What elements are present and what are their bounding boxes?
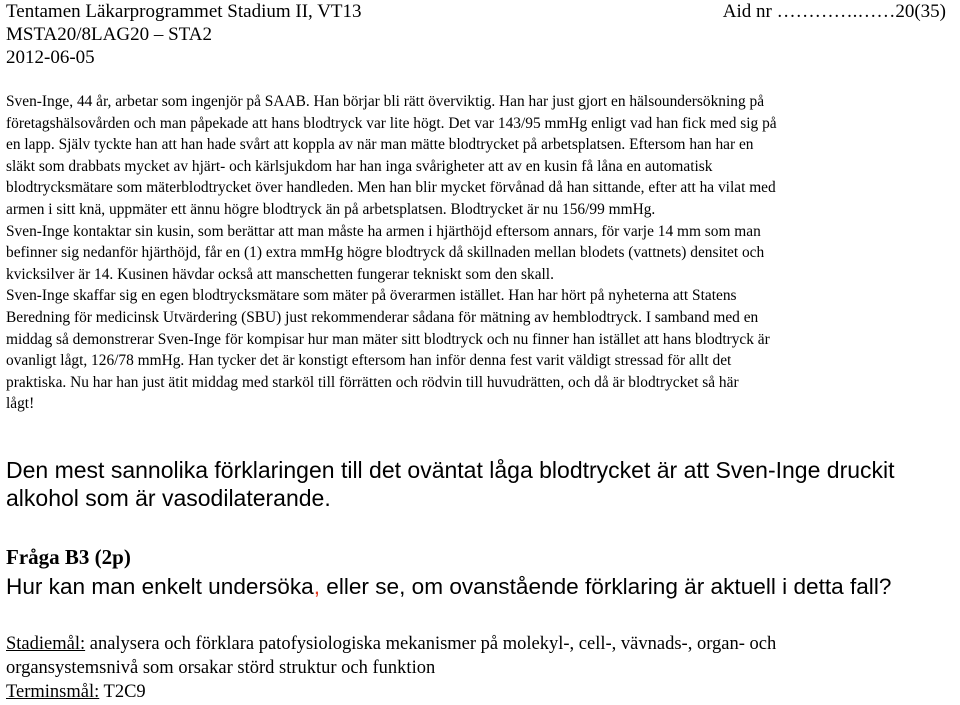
case-line: en lapp. Själv tyckte han att han hade svårt att koppla av när man mätte blodtrycket på arbetsplatsen. Eftersom han har en (6, 136, 754, 154)
term-goal-label: Terminsmål: (6, 682, 100, 702)
course-title: Tentamen Läkarprogrammet Stadium II, VT13 (6, 1, 362, 22)
stage-goal-label: Stadiemål: (6, 634, 86, 654)
case-line: praktiska. Nu har han just ätit middag med starköl till förrätten och rödvin till huvudrätten, och då är blodtrycket så här (6, 373, 739, 391)
case-description (6, 91, 954, 415)
case-line: ovanligt lågt, 126/78 mmHg. Han tycker det är konstigt eftersom han inför denna fest varit väldigt stressad för allt det (6, 352, 732, 370)
question-text (6, 573, 891, 601)
exam-date: 2012-06-05 (6, 47, 95, 68)
case-line: armen i sitt knä, uppmäter ett ännu högre blodtryck än på arbetsplatsen. Blodtrycket är nu 156/99 mmHg. (6, 200, 656, 218)
case-line: blodtrycksmätare som mäterblodtrycket över handleden. Men han blir mycket förvånad då han sittande, efter att ha vilat med (6, 179, 776, 197)
learning-goals (6, 632, 954, 704)
stage-goal-line (6, 632, 954, 656)
case-line: lågt! (6, 395, 35, 413)
case-line: släkt som drabbats mycket av hjärt- och kärlsjukdom har han inga svårigheter att av en kusin få låna en automatisk (6, 157, 713, 175)
stage-goal-continuation: organsystemsnivå som orsakar störd struktur och funktion (6, 658, 436, 678)
hypothesis-statement (6, 456, 954, 512)
case-line: Sven-Inge skaffar sig en egen blodtrycksmätare som mäter på överarmen istället. Han har hört på nyheterna att Statens (6, 287, 737, 305)
case-line: befinner sig nedanför hjärthöjd, får en (1) extra mmHg högre blodtryck då skillnaden mellan blodets (vattnets) densitet och (6, 244, 765, 262)
header-top-row (6, 0, 954, 23)
course-code: MSTA20/8LAG20 – STA2 (6, 24, 212, 45)
page-header (6, 0, 954, 69)
question-red-comma: , (313, 574, 320, 599)
term-goal-value: T2C9 (99, 682, 146, 702)
question-text-start: Hur kan man enkelt undersöka (6, 574, 314, 599)
case-line: middag så demonstrerar Sven-Inge för kompisar hur man mäter sitt blodtryck och nu finner han istället att hans blodtryck är (6, 330, 770, 348)
case-line: företagshälsovården och man påpekade att hans blodtryck var lite högt. Det var 143/95 mmHg enligt vad han fick med sig på (6, 114, 777, 132)
question-title: Fråga B3 (2p) (6, 545, 131, 569)
question-text-end: eller se, om ovanstående förklaring är aktuell i detta fall? (319, 574, 892, 599)
statement-line: Den mest sannolika förklaringen till det oväntat låga blodtrycket är att Sven-Inge druckit (6, 457, 895, 483)
case-line: Sven-Inge, 44 år, arbetar som ingenjör på SAAB. Han börjar bli rätt överviktig. Han har just gjort en hälsoundersökning på (6, 93, 765, 110)
term-goal-line (6, 680, 954, 704)
case-line: Beredning för medicinsk Utvärdering (SBU) just rekommenderar sådana för mätning av hemblodtryck. I samband med en (6, 308, 759, 326)
stage-goal-text: analysera och förklara patofysiologiska mekanismer på molekyl-, cell-, vävnads-, organ- och (85, 634, 777, 654)
aid-number: Aid nr ………….……20(35) (722, 1, 946, 22)
case-line: Sven-Inge kontaktar sin kusin, som berättar att man måste ha armen i hjärthöjd eftersom annars, för varje 14 mm som man (6, 222, 761, 240)
statement-line: alkohol som är vasodilaterande. (6, 485, 331, 511)
case-line: kvicksilver är 14. Kusinen hävdar också att manschetten fungerar tekniskt som den skall. (6, 265, 554, 283)
